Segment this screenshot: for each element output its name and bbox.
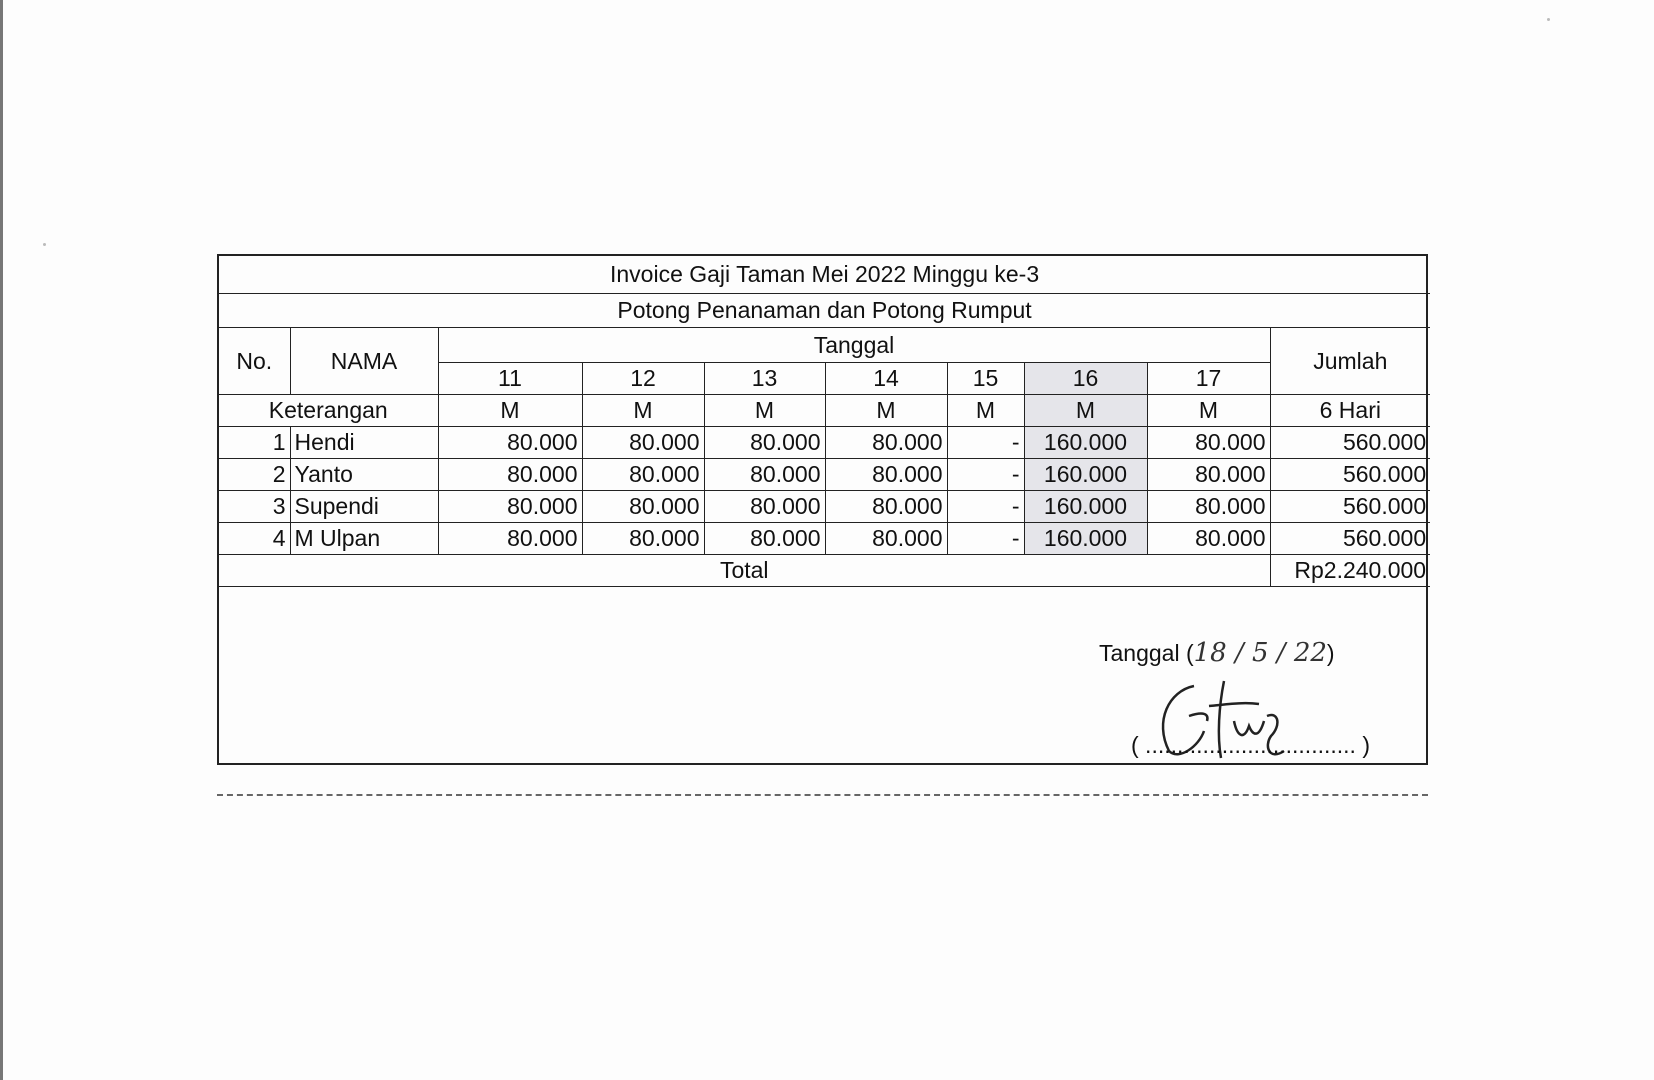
total-label: Total bbox=[219, 555, 1270, 587]
keterangan-cell: M bbox=[1147, 395, 1270, 427]
date-cell: 14 bbox=[825, 363, 947, 395]
header-no: No. bbox=[219, 328, 290, 395]
row-no: 3 bbox=[219, 491, 290, 523]
row-no: 2 bbox=[219, 459, 290, 491]
row-value: 160.000 bbox=[1024, 427, 1147, 459]
row-nama: Supendi bbox=[290, 491, 438, 523]
date-cell: 13 bbox=[704, 363, 825, 395]
row-jumlah: 560.000 bbox=[1270, 459, 1430, 491]
row-jumlah: 560.000 bbox=[1270, 523, 1430, 555]
date-cell: 16 bbox=[1024, 363, 1147, 395]
date-cell: 15 bbox=[947, 363, 1024, 395]
row-value: 80.000 bbox=[438, 459, 582, 491]
row-value: 80.000 bbox=[582, 523, 704, 555]
row-jumlah: 560.000 bbox=[1270, 427, 1430, 459]
footer-date-label: Tanggal ( bbox=[1099, 640, 1194, 666]
row-value: 80.000 bbox=[1147, 459, 1270, 491]
keterangan-cell: M bbox=[438, 395, 582, 427]
row-value: 80.000 bbox=[704, 523, 825, 555]
invoice-sheet bbox=[217, 254, 1428, 765]
footer-date-close: ) bbox=[1326, 640, 1335, 666]
row-value: 160.000 bbox=[1024, 491, 1147, 523]
table-row bbox=[219, 491, 1430, 523]
cut-line bbox=[217, 794, 1428, 796]
invoice-title: Invoice Gaji Taman Mei 2022 Minggu ke-3 bbox=[219, 256, 1430, 294]
date-cell: 12 bbox=[582, 363, 704, 395]
total-value: Rp2.240.000 bbox=[1270, 555, 1430, 587]
table-row bbox=[219, 459, 1430, 491]
keterangan-cell: M bbox=[947, 395, 1024, 427]
footer-date bbox=[1099, 638, 1335, 668]
keterangan-cell: M bbox=[1024, 395, 1147, 427]
row-value: - bbox=[947, 427, 1024, 459]
row-jumlah: 560.000 bbox=[1270, 491, 1430, 523]
scan-speck bbox=[43, 243, 46, 246]
row-nama: Hendi bbox=[290, 427, 438, 459]
row-value: 80.000 bbox=[825, 459, 947, 491]
row-value: 80.000 bbox=[704, 491, 825, 523]
row-value: - bbox=[947, 491, 1024, 523]
footer-date-value: 18 / 5 / 22 bbox=[1193, 638, 1327, 668]
keterangan-cell: M bbox=[704, 395, 825, 427]
row-value: 80.000 bbox=[438, 427, 582, 459]
row-value: - bbox=[947, 459, 1024, 491]
row-value: - bbox=[947, 523, 1024, 555]
row-no: 1 bbox=[219, 427, 290, 459]
row-value: 80.000 bbox=[438, 523, 582, 555]
row-value: 80.000 bbox=[1147, 523, 1270, 555]
header-nama: NAMA bbox=[290, 328, 438, 395]
row-value: 80.000 bbox=[1147, 427, 1270, 459]
row-value: 80.000 bbox=[438, 491, 582, 523]
row-value: 80.000 bbox=[825, 427, 947, 459]
row-value: 80.000 bbox=[582, 459, 704, 491]
row-value: 80.000 bbox=[1147, 491, 1270, 523]
keterangan-cell: M bbox=[582, 395, 704, 427]
signature-line: ( ................................. ) bbox=[1131, 732, 1370, 758]
keterangan-cell: M bbox=[825, 395, 947, 427]
invoice-subtitle: Potong Penanaman dan Potong Rumput bbox=[219, 294, 1430, 328]
row-value: 80.000 bbox=[582, 491, 704, 523]
row-nama: M Ulpan bbox=[290, 523, 438, 555]
row-value: 80.000 bbox=[582, 427, 704, 459]
date-cell: 17 bbox=[1147, 363, 1270, 395]
table-row bbox=[219, 427, 1430, 459]
header-jumlah: Jumlah bbox=[1270, 328, 1430, 395]
row-no: 4 bbox=[219, 523, 290, 555]
row-value: 160.000 bbox=[1024, 459, 1147, 491]
scan-speck bbox=[1547, 18, 1550, 21]
signature-area bbox=[219, 606, 1426, 763]
date-cell: 11 bbox=[438, 363, 582, 395]
invoice-table bbox=[219, 256, 1430, 587]
row-value: 80.000 bbox=[704, 427, 825, 459]
header-keterangan: Keterangan bbox=[219, 395, 438, 427]
scan-edge bbox=[0, 0, 3, 1080]
row-value: 80.000 bbox=[704, 459, 825, 491]
row-nama: Yanto bbox=[290, 459, 438, 491]
table-row bbox=[219, 523, 1430, 555]
row-value: 80.000 bbox=[825, 523, 947, 555]
header-tanggal: Tanggal bbox=[438, 328, 1270, 363]
row-value: 80.000 bbox=[825, 491, 947, 523]
jumlah-hari: 6 Hari bbox=[1270, 395, 1430, 427]
row-value: 160.000 bbox=[1024, 523, 1147, 555]
